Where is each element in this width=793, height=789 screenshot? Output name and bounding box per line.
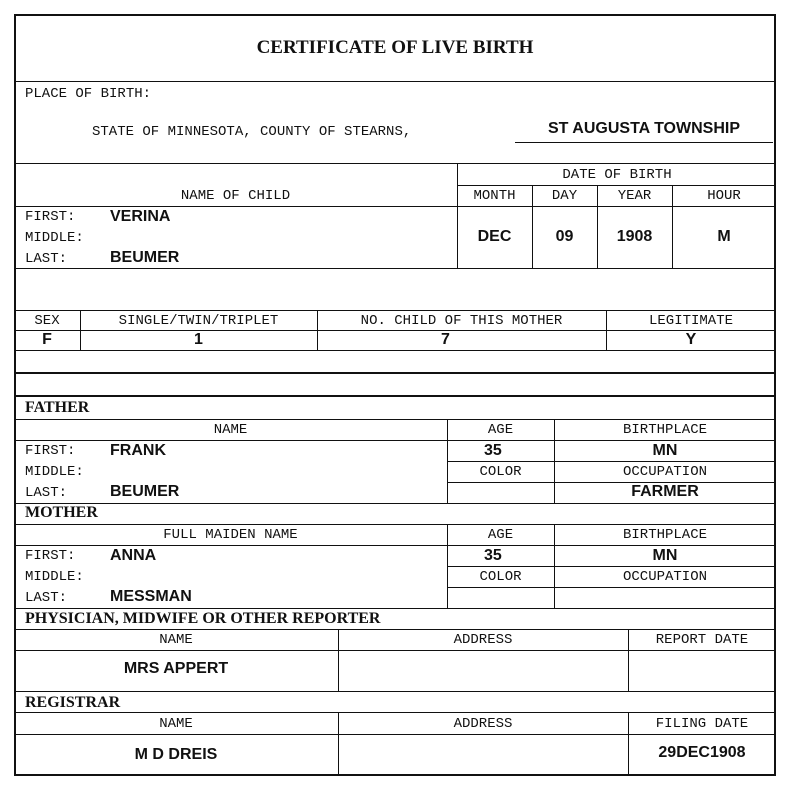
township-value: ST AUGUSTA TOWNSHIP [548, 120, 740, 137]
date-of-birth-label: DATE OF BIRTH [562, 167, 672, 183]
mother-birthplace-label: BIRTHPLACE [622, 527, 707, 543]
month-label: MONTH [473, 188, 516, 204]
rule [14, 81, 776, 82]
rule [14, 629, 776, 630]
sex-value: F [42, 331, 52, 348]
mother-last-label: LAST: [25, 590, 68, 606]
birth-month-value: DEC [477, 228, 512, 245]
child-number-label: NO. CHILD OF THIS MOTHER [360, 313, 563, 329]
rule [447, 461, 776, 462]
rule [14, 372, 776, 374]
mother-section-title: MOTHER [25, 504, 98, 521]
physician-section-title: PHYSICIAN, MIDWIFE OR OTHER REPORTER [25, 610, 381, 627]
report-date-label: REPORT DATE [655, 632, 749, 648]
mother-age-value: 35 [484, 547, 502, 564]
father-section-title: FATHER [25, 399, 90, 416]
rule [14, 268, 776, 269]
rule [447, 587, 776, 588]
birth-year-value: 1908 [616, 228, 653, 245]
mother-first-label: FIRST: [25, 548, 76, 564]
rule [14, 206, 776, 207]
rule [14, 395, 776, 397]
father-name-label: NAME [213, 422, 248, 438]
mother-age-label: AGE [487, 527, 514, 543]
sex-label: SEX [34, 313, 60, 329]
rule [14, 691, 776, 692]
plurality-value: 1 [194, 331, 203, 348]
rule [457, 185, 776, 186]
rule [14, 608, 776, 609]
registrar-name-label: NAME [159, 716, 193, 732]
father-occupation-label: OCCUPATION [622, 464, 707, 480]
place-of-birth-label: PLACE OF BIRTH: [25, 86, 152, 102]
child-middle-label: MIDDLE: [25, 230, 84, 246]
rule [457, 163, 458, 268]
physician-address-label: ADDRESS [453, 632, 513, 648]
father-birthplace-value: MN [652, 442, 678, 459]
birth-hour-value: M [717, 228, 731, 245]
mother-last-value: MESSMAN [110, 588, 192, 605]
mother-color-label: COLOR [479, 569, 522, 585]
father-last-value: BEUMER [110, 483, 180, 500]
filing-date-label: FILING DATE [655, 716, 749, 732]
child-first-value: VERINA [110, 208, 171, 225]
registrar-section-title: REGISTRAR [25, 694, 121, 711]
mother-occupation-label: OCCUPATION [622, 569, 707, 585]
physician-name-value: MRS APPERT [123, 660, 229, 677]
rule [14, 524, 776, 525]
physician-name-label: NAME [159, 632, 193, 648]
rule [447, 566, 776, 567]
father-birthplace-label: BIRTHPLACE [622, 422, 707, 438]
state-county-text: STATE OF MINNESOTA, COUNTY OF STEARNS, [92, 124, 412, 140]
rule [14, 163, 776, 164]
rule [14, 712, 776, 713]
registrar-address-label: ADDRESS [453, 716, 513, 732]
mother-middle-label: MIDDLE: [25, 569, 84, 585]
father-first-value: FRANK [110, 442, 166, 459]
father-middle-label: MIDDLE: [25, 464, 84, 480]
rule [14, 310, 776, 311]
rule [14, 545, 776, 546]
legitimate-value: Y [685, 331, 697, 348]
child-last-label: LAST: [25, 251, 68, 267]
rule [14, 650, 776, 651]
child-first-label: FIRST: [25, 209, 76, 225]
child-last-value: BEUMER [110, 249, 180, 266]
rule [14, 734, 776, 735]
legitimate-label: LEGITIMATE [648, 313, 733, 329]
rule [14, 440, 776, 441]
filing-date-value: 29DEC1908 [658, 744, 746, 761]
rule [14, 350, 776, 351]
registrar-name-value: M D DREIS [134, 746, 218, 763]
father-age-value: 35 [484, 442, 502, 459]
page-title: CERTIFICATE OF LIVE BIRTH [256, 37, 534, 58]
mother-birthplace-value: MN [652, 547, 678, 564]
year-label: YEAR [617, 188, 652, 204]
rule [14, 419, 776, 420]
rule [14, 503, 776, 504]
child-number-value: 7 [441, 331, 450, 348]
father-first-label: FIRST: [25, 443, 76, 459]
father-occupation-value: FARMER [631, 483, 699, 500]
birth-day-value: 09 [555, 228, 574, 245]
name-of-child-label: NAME OF CHILD [180, 188, 291, 204]
father-last-label: LAST: [25, 485, 68, 501]
mother-first-value: ANNA [110, 547, 157, 564]
plurality-label: SINGLE/TWIN/TRIPLET [118, 313, 279, 329]
hour-label: HOUR [707, 188, 741, 204]
father-color-label: COLOR [479, 464, 522, 480]
day-label: DAY [551, 188, 578, 204]
township-underline [515, 142, 773, 143]
father-age-label: AGE [487, 422, 514, 438]
mother-name-label: FULL MAIDEN NAME [163, 527, 298, 543]
